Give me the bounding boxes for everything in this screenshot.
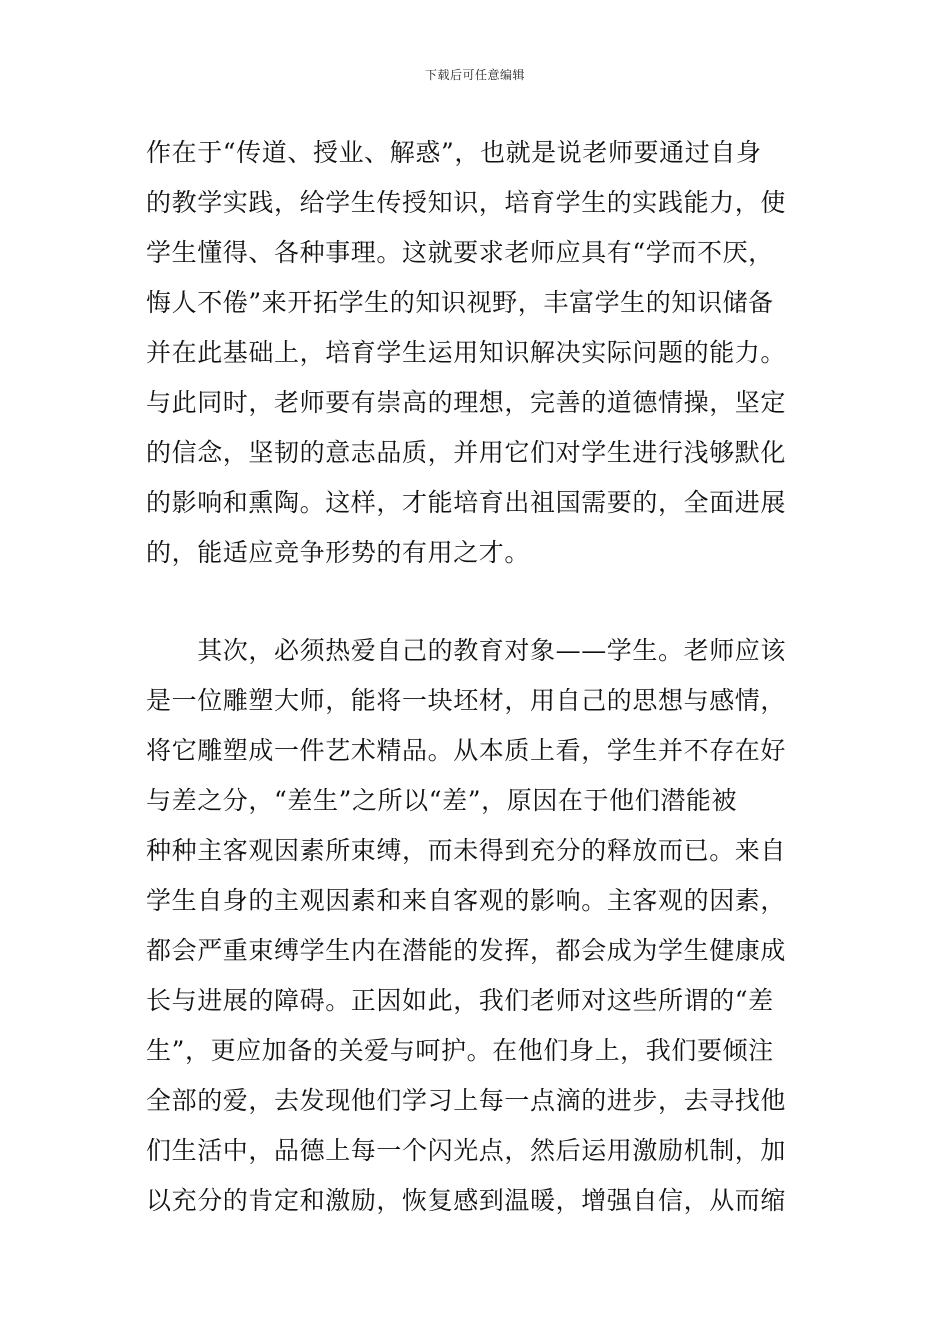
text-line: 都会严重束缚学生内在潜能的发挥，都会成为学生健康成 (146, 936, 787, 965)
text-line: 们生活中，品德上每一个闪光点，然后运用激励机制，加 (146, 1136, 787, 1165)
text-line: 作在于“传道、授业、解惑”，也就是说老师要通过自身 (146, 138, 762, 167)
text-line: 的影响和熏陶。这样，才能培育出祖国需要的，全面进展 (146, 488, 787, 517)
text-line: 学生懂得、各种事理。这就要求老师应具有“学而不厌， (146, 238, 774, 267)
page-header: 下载后可任意编辑 (424, 68, 525, 82)
text-line: 将它雕塑成一件艺术精品。从本质上看，学生并不存在好 (146, 736, 787, 765)
text-line: 与差之分，“差生”之所以“差”，原因在于他们潜能被 (146, 786, 738, 815)
text-line: 的教学实践，给学生传授知识，培育学生的实践能力，使 (146, 188, 787, 217)
paragraph-1 (146, 128, 810, 578)
paragraph-gap (146, 578, 810, 626)
text-line: 全部的爱，去发现他们学习上每一点滴的进步，去寻找他 (146, 1086, 787, 1115)
text-line: 悔人不倦”来开拓学生的知识视野，丰富学生的知识储备 (146, 288, 774, 317)
text-line: 的信念，坚韧的意志品质，并用它们对学生进行浅够默化 (146, 438, 787, 467)
text-line: 其次，必须热爱自己的教育对象——学生。老师应该 (146, 636, 787, 665)
text-line: 并在此基础上，培育学生运用知识解决实际问题的能力。 (146, 338, 787, 367)
paragraph-2 (146, 626, 810, 1226)
text-line: 与此同时，老师要有崇高的理想，完善的道德情操，坚定 (146, 388, 787, 417)
text-line: 长与进展的障碍。正因如此，我们老师对这些所谓的“差 (146, 986, 774, 1015)
text-line: 的，能适应竞争形势的有用之才。 (146, 538, 531, 567)
text-line: 学生自身的主观因素和来自客观的影响。主客观的因素， (146, 886, 787, 915)
text-line: 以充分的肯定和激励，恢复感到温暖，增强自信，从而缩 (146, 1186, 787, 1215)
text-line: 是一位雕塑大师，能将一块坯材，用自己的思想与感情， (146, 686, 787, 715)
text-line: 生”，更应加备的关爱与呵护。在他们身上，我们要倾注 (146, 1036, 774, 1065)
document-body (146, 128, 810, 1226)
text-line: 种种主客观因素所束缚，而未得到充分的释放而已。来自 (146, 836, 787, 865)
